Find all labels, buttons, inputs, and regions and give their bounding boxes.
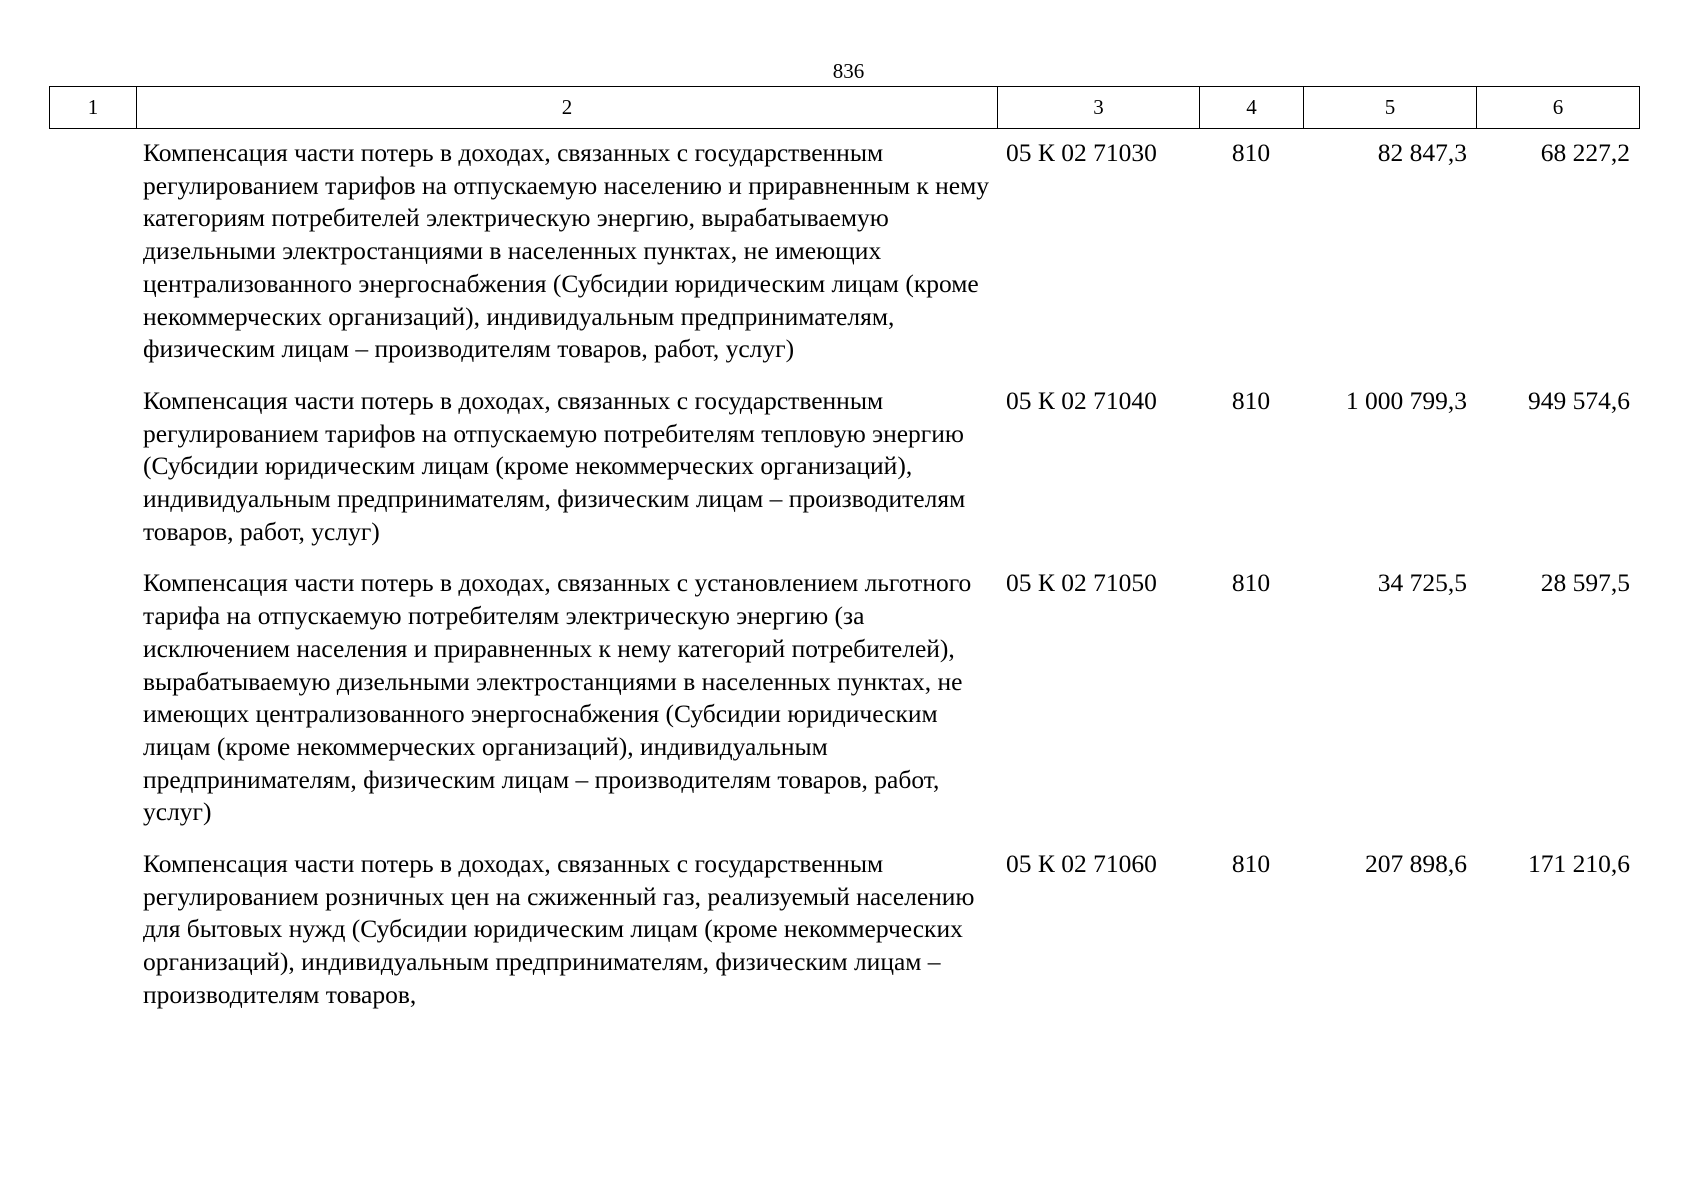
column-number-header: [49, 86, 1640, 129]
row-description: [49, 848, 997, 1031]
row-description-text: Компенсация части потерь в доходах, связанных с государственным регулированием тарифов на отпускаемую потребителям тепловую энергию (Субсидии юридическим лицам (кроме некоммерческих организаций), индивидуальным предпринимателям, физическим лицам – производителям товаров, работ, услуг): [143, 385, 966, 546]
row-value-col6: 28 597,5: [1540, 568, 1630, 598]
header-cell-3: 3: [998, 87, 1200, 129]
row-value-col6: 68 227,2: [1540, 138, 1630, 167]
row-target-code: 05 К 02 71030: [1006, 138, 1157, 167]
header-cell-5: 5: [1304, 87, 1477, 129]
header-cell-6: 6: [1477, 87, 1640, 129]
row-expense-type: 810: [1231, 385, 1271, 415]
header-row: [50, 87, 1640, 129]
row-description-text: Компенсация части потерь в доходах, связанных с государственным регулированием тарифов на отпускаемую населению и приравненным к нему категориям потребителей электрическую энергию, вырабатываемую дизельными электростанциями в населенных пунктах, не имеющих централизованного энергоснабжения (Субсидии юридическим лицам (кроме некоммерческих организаций), индивидуальным предпринимателям, физическим лицам – производителям товаров, работ, услуг): [143, 138, 989, 364]
header-cell-1: 1: [50, 87, 137, 129]
row-target-code: 05 К 02 71060: [1006, 849, 1157, 879]
row-description-text: Компенсация части потерь в доходах, связанных с государственным регулированием розничных цен на сжиженный газ, реализуемый населению для бытовых нужд (Субсидии юридическим лицам (кроме некоммерческих организаций), индивидуальным предпринимателям, физическим лицам – производителям товаров,: [143, 849, 975, 1009]
header-cell-4: 4: [1200, 87, 1304, 129]
table-row: [49, 385, 1639, 568]
budget-table-body: [49, 137, 1639, 1031]
row-target-code: 05 К 02 71040: [1006, 385, 1157, 415]
table-row: [49, 848, 1639, 1031]
row-value-col5: 1 000 799,3: [1345, 385, 1467, 415]
row-value-col6: 949 574,6: [1528, 385, 1630, 415]
header-cell-2: 2: [137, 87, 998, 129]
row-description: [49, 385, 997, 568]
row-target-code: 05 К 02 71050: [1006, 568, 1157, 598]
row-value-col5: 82 847,3: [1377, 138, 1467, 167]
row-description-text: Компенсация части потерь в доходах, связанных с установлением льготного тарифа на отпускаемую потребителям электрическую энергию (за исключением населения и приравненных к нему категорий потребителей), вырабатываемую дизельными электростанциями в населенных пунктах, не имеющих централизованного энергоснабжения (Субсидии юридическим лицам (кроме некоммерческих организаций), индивидуальным предпринимателям, физическим лицам – производителям товаров, работ, услуг): [143, 568, 972, 827]
row-value-col5: 207 898,6: [1365, 849, 1467, 879]
row-description: [49, 137, 997, 385]
row-expense-type: 810: [1231, 568, 1271, 598]
row-expense-type: 810: [1231, 138, 1271, 167]
table-row: [49, 567, 1639, 848]
page-number: 836: [832, 59, 865, 83]
row-description: [49, 567, 997, 848]
row-value-col5: 34 725,5: [1377, 568, 1467, 598]
row-expense-type: 810: [1231, 849, 1271, 879]
table-row: [49, 137, 1639, 385]
row-value-col6: 171 210,6: [1528, 849, 1630, 879]
